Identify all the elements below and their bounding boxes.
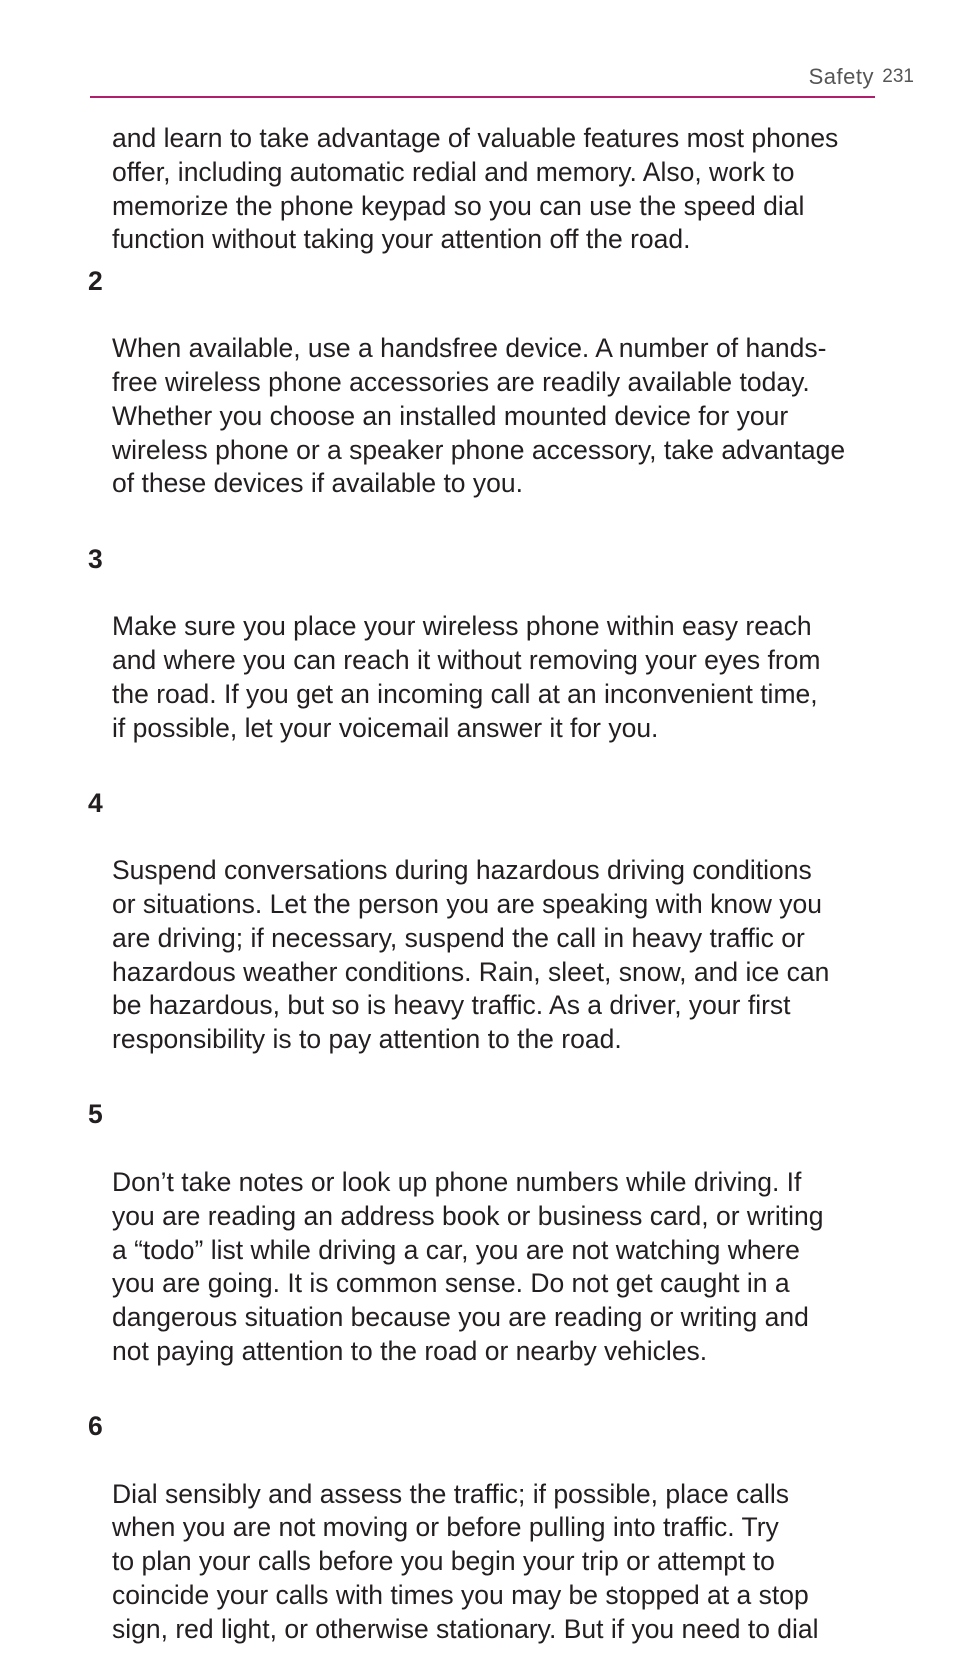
item-number: 6 bbox=[88, 1410, 103, 1441]
page-header bbox=[90, 58, 916, 98]
page-number: 231 bbox=[882, 66, 914, 87]
list-item-4 bbox=[88, 787, 888, 1091]
item-text: When available, use a handsfree device. A number of hands- free wireless phone accessories are readily available today. Whether you choose an installed mounted device for your wireless phone or a speaker phone accessory, take advantage of these devices if available to you. bbox=[112, 333, 846, 499]
item-text: Don’t take notes or look up phone numbers while driving. If you are reading an address book or business card, or writing a “todo” list while driving a car, you are not watching where you are going. It is common sense. Do not get caught in a dangerous situation because you are reading or writing and not paying attention to the road or nearby vehicles. bbox=[112, 1166, 824, 1366]
item-text: Dial sensibly and assess the traffic; if possible, place calls when you are not moving or before pulling into traffic. Try to plan your calls before you begin your trip or attempt to coincide your calls with times you may be stopped at a stop sign, red light, or otherwise stationary. But if you need to dial bbox=[112, 1478, 819, 1644]
item-number: 2 bbox=[88, 265, 103, 296]
list-item-2 bbox=[88, 265, 888, 535]
list-item-3 bbox=[88, 543, 888, 780]
page-body bbox=[88, 122, 888, 1680]
list-item-5 bbox=[88, 1098, 888, 1402]
list-item-6 bbox=[88, 1410, 888, 1680]
item-number: 3 bbox=[88, 543, 103, 574]
item-text: Suspend conversations during hazardous driving conditions or situations. Let the person you are speaking with know you are driving; if necessary, suspend the call in heavy traffic or hazardous weather conditions. Rain, sleet, snow, and ice can be hazardous, but so is heavy traffic. As a driver, your first responsibility is to pay attention to the road. bbox=[112, 855, 830, 1055]
continued-paragraph: and learn to take advantage of valuable features most phones offer, including automatic redial and memory. Also, work to memorize the phone keypad so you can use the speed dial function without taking your attention off the road. bbox=[112, 123, 839, 255]
header-divider bbox=[90, 96, 875, 98]
item-number: 5 bbox=[88, 1099, 103, 1130]
item-number: 4 bbox=[88, 787, 103, 818]
section-title: Safety bbox=[808, 64, 874, 89]
item-text: Make sure you place your wireless phone within easy reach and where you can reach it without removing your eyes from the road. If you get an incoming call at an inconvenient time, if possible, let your voicemail answer it for you. bbox=[112, 611, 821, 743]
